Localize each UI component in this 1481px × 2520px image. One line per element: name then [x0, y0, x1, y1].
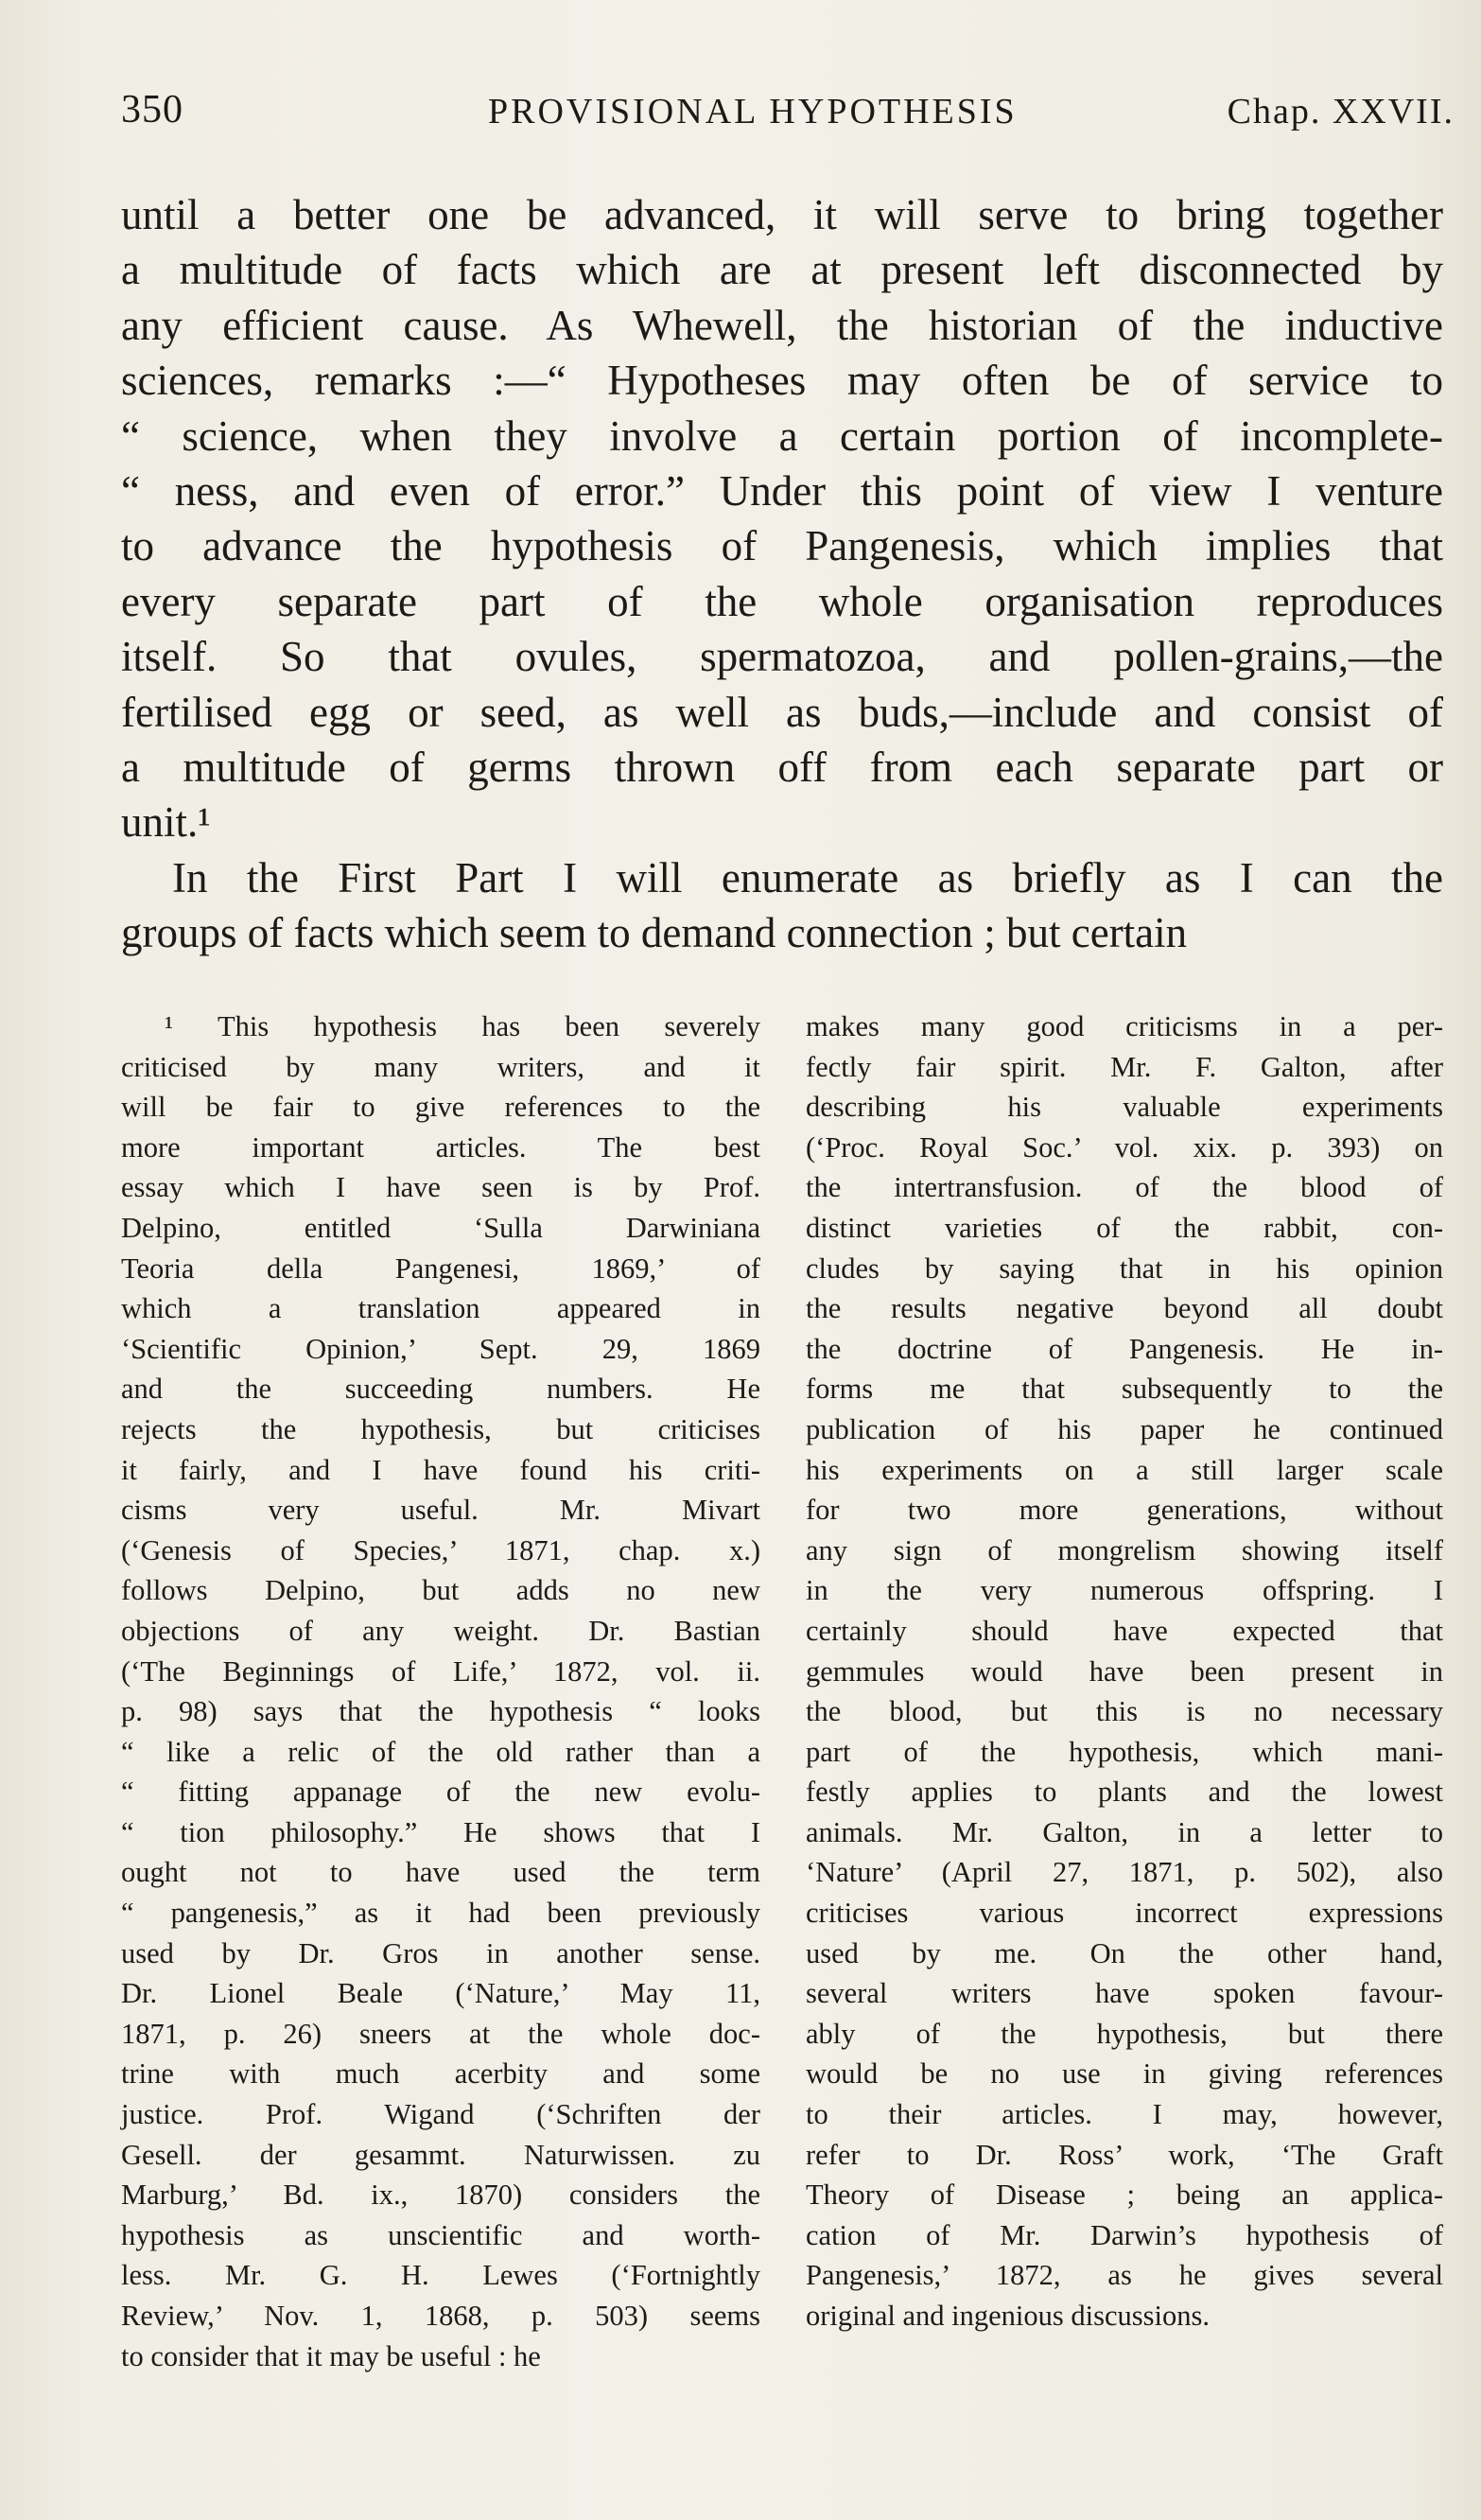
footnote-line: Marburg,’ Bd. ix., 1870) considers the: [121, 2179, 760, 2212]
footnote-line: cisms very useful. Mr. Mivart: [121, 1494, 760, 1527]
footnote-line: distinct varieties of the rabbit, con-: [806, 1211, 1443, 1244]
footnote-line: hypothesis as unscientific and worth-: [121, 2218, 760, 2251]
text-line: any efficient cause. As Whewell, the historian of the inductive: [121, 301, 1443, 349]
footnote-line: to their articles. I may, however,: [806, 2098, 1443, 2131]
footnote-line: rejects the hypothesis, but criticises: [121, 1412, 760, 1445]
footnote-line: ‘Nature’ (April 27, 1871, p. 502), also: [806, 1856, 1443, 1889]
footnote-line: (‘Genesis of Species,’ 1871, chap. x.): [121, 1533, 760, 1566]
footnote-line: p. 98) says that the hypothesis “ looks: [121, 1695, 760, 1728]
text-line: “ science, when they involve a certain portion of incomplete-: [121, 411, 1443, 460]
footnote-line: part of the hypothesis, which mani-: [806, 1735, 1443, 1768]
main-text: [121, 187, 1443, 960]
footnote-line: (‘Proc. Royal Soc.’ vol. xix. p. 393) on: [806, 1130, 1443, 1164]
footnote-line: 1871, p. 26) sneers at the whole doc-: [121, 2017, 760, 2050]
footnote-line: Theory of Disease ; being an applica-: [806, 2179, 1443, 2212]
footnote-line: certainly should have expected that: [806, 1614, 1443, 1647]
footnote-line: ably of the hypothesis, but there: [806, 2017, 1443, 2050]
footnote-line: “ like a relic of the old rather than a: [121, 1735, 760, 1768]
footnote-line: for two more generations, without: [806, 1494, 1443, 1527]
footnote-line: “ tion philosophy.” He shows that I: [121, 1815, 760, 1848]
footnote-line: follows Delpino, but adds no new: [121, 1574, 760, 1607]
footnote-line: the blood, but this is no necessary: [806, 1695, 1443, 1728]
footnote-line: in the very numerous offspring. I: [806, 1574, 1443, 1607]
footnote-line: criticises various incorrect expressions: [806, 1897, 1443, 1930]
footnote-line: publication of his paper he continued: [806, 1412, 1443, 1445]
footnote-line: Review,’ Nov. 1, 1868, p. 503) seems: [121, 2300, 760, 2332]
footnote-line: trine with much acerbity and some: [121, 2057, 760, 2091]
footnote-line: several writers have spoken favour-: [806, 1977, 1443, 2010]
text-line: itself. So that ovules, spermatozoa, and pollen-grains,—the: [121, 633, 1443, 681]
footnote-line: criticised by many writers, and it: [121, 1050, 760, 1083]
footnote-line: animals. Mr. Galton, in a letter to: [806, 1815, 1443, 1848]
text-line: “ ness, and even of error.” Under this point of view I venture: [121, 466, 1443, 515]
footnote-line: essay which I have seen is by Prof.: [121, 1171, 760, 1204]
footnote-line: describing his valuable experiments: [806, 1091, 1443, 1124]
footnote-line: objections of any weight. Dr. Bastian: [121, 1614, 760, 1647]
footnote-line: Teoria della Pangenesi, 1869,’ of: [121, 1251, 760, 1285]
footnote-line: Delpino, entitled ‘Sulla Darwiniana: [121, 1211, 760, 1244]
text-line: a multitude of facts which are at present left disconnected by: [121, 246, 1443, 294]
footnote-line: fectly fair spirit. Mr. F. Galton, after: [806, 1050, 1443, 1083]
text-line: until a better one be advanced, it will serve to bring together: [121, 191, 1443, 238]
footnote-line: forms me that subsequently to the: [806, 1373, 1443, 1406]
page-header: [121, 87, 1455, 144]
footnote-line: Dr. Lionel Beale (‘Nature,’ May 11,: [121, 1977, 760, 2010]
text-line: a multitude of germs thrown off from each separate part or: [121, 743, 1443, 791]
chapter-label: Chap. XXVII.: [1227, 92, 1455, 131]
footnote-line: it fairly, and I have found his criti-: [121, 1453, 760, 1486]
footnote-line: “ fitting appanage of the new evolu-: [121, 1776, 760, 1809]
footnote-line: “ pangenesis,” as it had been previously: [121, 1897, 760, 1930]
footnote-line: to consider that it may be useful : he: [121, 2339, 541, 2372]
footnote-line: festly applies to plants and the lowest: [806, 1776, 1443, 1809]
footnote-line: ¹ This hypothesis has been severely: [165, 1010, 760, 1042]
footnote-line: used by Dr. Gros in another sense.: [121, 1936, 760, 1969]
footnote-line: ought not to have used the term: [121, 1856, 760, 1889]
footnote-line: would be no use in giving references: [806, 2057, 1443, 2091]
footnote-line: less. Mr. G. H. Lewes (‘Fortnightly: [121, 2259, 760, 2292]
footnote-line: original and ingenious discussions.: [806, 2300, 1210, 2332]
footnote-line: makes many good criticisms in a per-: [806, 1010, 1443, 1042]
running-title: PROVISIONAL HYPOTHESIS: [488, 92, 1018, 131]
text-line: In the First Part I will enumerate as briefly as I can the: [172, 853, 1443, 901]
footnote-line: any sign of mongrelism showing itself: [806, 1533, 1443, 1566]
footnote-column-right: [806, 1006, 1443, 2336]
footnote-line: used by me. On the other hand,: [806, 1936, 1443, 1969]
footnote-line: and the succeeding numbers. He: [121, 1373, 760, 1406]
page-number: 350: [121, 88, 183, 131]
footnote-line: the doctrine of Pangenesis. He in-: [806, 1332, 1443, 1365]
footnote-line: his experiments on a still larger scale: [806, 1453, 1443, 1486]
footnote-line: cation of Mr. Darwin’s hypothesis of: [806, 2218, 1443, 2251]
text-line: fertilised egg or seed, as well as buds,—include and consist of: [121, 688, 1443, 736]
footnote-line: more important articles. The best: [121, 1130, 760, 1164]
footnote-line: Gesell. der gesammt. Naturwissen. zu: [121, 2138, 760, 2171]
footnote-line: will be fair to give references to the: [121, 1091, 760, 1124]
footnote-line: gemmules would have been present in: [806, 1654, 1443, 1688]
footnote-line: the intertransfusion. of the blood of: [806, 1171, 1443, 1204]
footnote-line: refer to Dr. Ross’ work, ‘The Graft: [806, 2138, 1443, 2171]
text-line: sciences, remarks :—“ Hypotheses may often be of service to: [121, 357, 1443, 405]
footnote: [121, 1006, 1443, 2372]
footnote-line: the results negative beyond all doubt: [806, 1292, 1443, 1325]
text-line: every separate part of the whole organisation reproduces: [121, 577, 1443, 625]
footnote-column-left: [121, 1006, 760, 2376]
text-line: groups of facts which seem to demand connection ; but certain: [121, 909, 1188, 957]
footnote-line: cludes by saying that in his opinion: [806, 1251, 1443, 1285]
footnote-line: (‘The Beginnings of Life,’ 1872, vol. ii.: [121, 1654, 760, 1688]
text-line: unit.¹: [121, 798, 211, 847]
footnote-line: which a translation appeared in: [121, 1292, 760, 1325]
footnote-line: ‘Scientific Opinion,’ Sept. 29, 1869: [121, 1332, 760, 1365]
footnote-line: justice. Prof. Wigand (‘Schriften der: [121, 2098, 760, 2131]
footnote-line: Pangenesis,’ 1872, as he gives several: [806, 2259, 1443, 2292]
text-line: to advance the hypothesis of Pangenesis, which implies that: [121, 522, 1443, 570]
